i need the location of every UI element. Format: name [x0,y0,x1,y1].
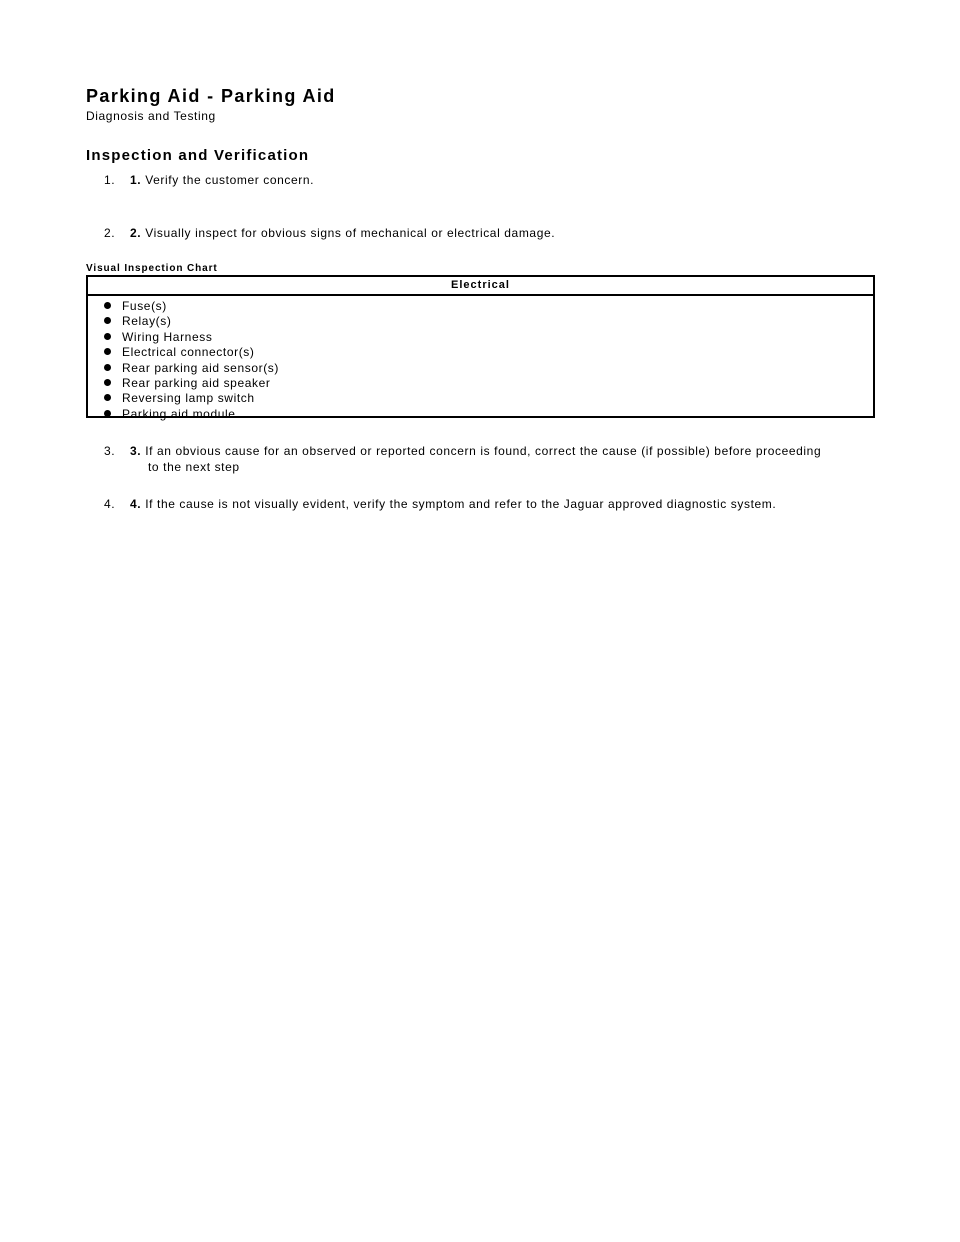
step-4-bold-number: 4. [130,497,142,511]
chart-column-header: Electrical [88,277,873,296]
step-1-bold-number: 1. [130,173,142,187]
step-4-text: If the cause is not visually evident, verify the symptom and refer to the Jaguar approved diagnostic system. [145,497,777,511]
step-3-bold-number: 3. [130,444,142,458]
list-item [104,407,873,422]
step-1-text: Verify the customer concern. [145,173,315,187]
list-item [104,361,873,376]
list-item [104,345,873,360]
list-item [104,299,873,314]
list-item [104,376,873,391]
bullet-icon [104,333,111,340]
bullet-icon [104,410,111,417]
step-3-number: 3. [104,444,116,458]
bullet-icon [104,394,111,401]
step-4 [104,496,879,512]
chart-caption: Visual Inspection Chart [86,263,218,274]
step-3 [104,443,879,475]
list-item-label: Rear parking aid speaker [122,375,271,390]
section-heading: Inspection and Verification [86,147,310,164]
chart-item-list [88,296,873,422]
bullet-icon [104,317,111,324]
step-2 [104,225,879,241]
list-item [104,391,873,406]
bullet-icon [104,348,111,355]
list-item [104,330,873,345]
step-3-text: If an obvious cause for an observed or reported concern is found, correct the cause (if possible) before proceeding [145,444,822,458]
step-2-number: 2. [104,226,116,240]
step-3-continuation: to the next step [148,460,240,474]
list-item-label: Reversing lamp switch [122,391,255,406]
bullet-icon [104,364,111,371]
list-item-label: Relay(s) [122,314,172,329]
list-item-label: Electrical connector(s) [122,345,255,360]
visual-inspection-chart [86,275,875,421]
list-item-label: Fuse(s) [122,299,167,313]
step-1 [104,172,879,188]
list-item-label: Rear parking aid sensor(s) [122,360,279,375]
list-item-label: Parking aid module [122,406,236,421]
step-1-number: 1. [104,173,116,187]
list-item [104,314,873,329]
list-item-label: Wiring Harness [122,329,213,344]
bullet-icon [104,379,111,386]
step-2-bold-number: 2. [130,226,142,240]
bullet-icon [104,302,111,309]
page-subtitle: Diagnosis and Testing [86,109,216,123]
step-2-text: Visually inspect for obvious signs of mechanical or electrical damage. [145,226,556,240]
step-4-number: 4. [104,497,116,511]
page-title: Parking Aid - Parking Aid [86,86,336,106]
